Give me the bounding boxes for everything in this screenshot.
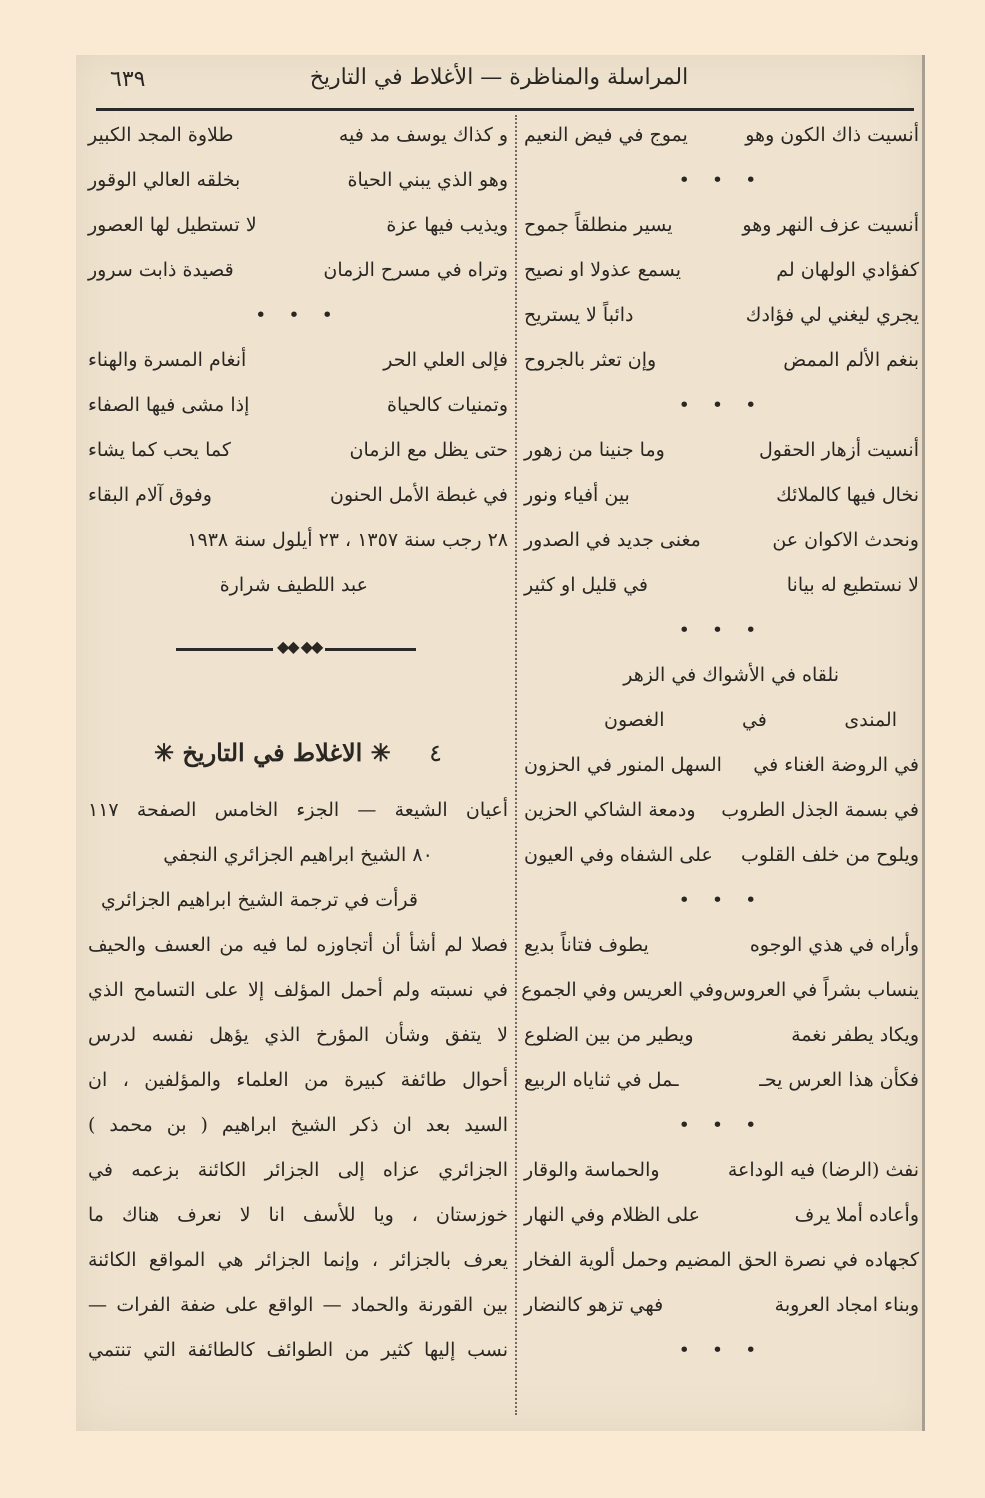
verse bbox=[524, 113, 919, 158]
hemistich: بخلقه العالي الوقور bbox=[88, 169, 241, 191]
hemistich: ويلوح من خلف القلوب bbox=[741, 844, 919, 866]
prose-line: أحوال طائفة كبيرة من العلماء والمؤلفين ، ان bbox=[88, 1069, 508, 1091]
verse bbox=[88, 158, 508, 203]
hemistich: فإلى العلي الحر bbox=[383, 349, 508, 371]
verse bbox=[524, 1058, 919, 1103]
section-number: ٤ bbox=[429, 739, 443, 767]
hemistich: أنسيت عزف النهر وهو bbox=[742, 214, 919, 236]
hemistich: نفث (الرضا) فيه الوداعة bbox=[727, 1159, 919, 1181]
author-name: عبد اللطيف شرارة bbox=[219, 574, 368, 596]
hemistich: وفي العريس وفي الجموع bbox=[521, 979, 724, 1001]
hemistich: على الشفاه وفي العيون bbox=[524, 844, 713, 866]
verse bbox=[524, 698, 919, 743]
reference-line: أعيان الشيعة — الجزء الخامس الصفحة ١١٧ bbox=[88, 799, 508, 821]
verse bbox=[524, 293, 919, 338]
section-dots: • • • bbox=[678, 169, 765, 191]
hemistich: دائباً لا يستريح bbox=[524, 304, 634, 326]
prose-line: السيد بعد ان ذكر الشيخ ابراهيم ( بن محمد ) bbox=[88, 1114, 508, 1136]
hemistich: وأراه في هذي الوجوه bbox=[749, 934, 919, 956]
section-dots: • • • bbox=[678, 619, 765, 641]
verse bbox=[524, 923, 919, 968]
header-rule bbox=[96, 108, 914, 111]
verse bbox=[524, 1148, 919, 1193]
page-number: ٦٣٩ bbox=[110, 67, 146, 92]
hemistich: يسمع عذولا او نصيح bbox=[524, 259, 681, 281]
section-dots: • • • bbox=[255, 304, 341, 326]
hemistich: أنسيت ذاك الكون وهو bbox=[745, 124, 919, 146]
hemistich: وإن تعثر بالجروح bbox=[524, 349, 657, 371]
section-heading bbox=[88, 718, 508, 788]
running-title: المراسلة والمناظرة — الأغلاط في التاريخ bbox=[309, 65, 689, 90]
hemistich: ـمل في ثناياه الربيع bbox=[524, 1069, 679, 1091]
left-column bbox=[88, 113, 508, 1373]
verse bbox=[524, 473, 919, 518]
verse bbox=[524, 338, 919, 383]
hemistich: ويطير من بين الضلوع bbox=[524, 1024, 694, 1046]
hemistich: أنسيت أزهار الحقول bbox=[759, 439, 919, 461]
page-header bbox=[76, 55, 922, 115]
hemistich: وتمنيات كالحياة bbox=[387, 394, 508, 416]
hemistich: فهي تزهو كالنضار bbox=[524, 1294, 664, 1316]
prose-line: الجزائري عزاه إلى الجزائر الكائنة بزعمه في bbox=[88, 1159, 508, 1181]
verse bbox=[88, 248, 508, 293]
hemistich: لا تستطيل لها العصور bbox=[88, 214, 257, 236]
verse bbox=[88, 428, 508, 473]
hemistich: ويذيب فيها عزة bbox=[386, 214, 508, 236]
prose-line: فصلا لم أشأ أن أتجاوزه لما فيه من العسف والحيف bbox=[88, 934, 508, 956]
prose-line: قرأت في ترجمة الشيخ ابراهيم الجزائري bbox=[100, 889, 418, 911]
hemistich: وفوق آلام البقاء bbox=[88, 484, 212, 506]
hemistich: قصيدة ذابت سرور bbox=[88, 259, 234, 281]
section-dots: • • • bbox=[678, 889, 765, 911]
verse bbox=[524, 1193, 919, 1238]
section-dots: • • • bbox=[678, 1339, 765, 1361]
hemistich: على الظلام وفي النهار bbox=[524, 1204, 700, 1226]
section-dots: • • • bbox=[678, 1114, 765, 1136]
hemistich: ودمعة الشاكي الحزين bbox=[524, 799, 696, 821]
entry-heading: ٨٠ الشيخ ابراهيم الجزائري النجفي bbox=[163, 844, 433, 866]
verse bbox=[88, 113, 508, 158]
hemistich: يطوف فتاناً بديع bbox=[524, 934, 649, 956]
date-line: ٢٨ رجب سنة ١٣٥٧ ، ٢٣ أيلول سنة ١٩٣٨ bbox=[187, 529, 508, 551]
hemistich: و كذاك يوسف مد فيه bbox=[338, 124, 508, 146]
section-divider-ornament bbox=[88, 608, 508, 698]
verse bbox=[524, 1013, 919, 1058]
ornament-glyph: ◆◆ ◆◆ bbox=[273, 636, 325, 658]
hemistich: نخال فيها كالملائك bbox=[776, 484, 919, 506]
right-column bbox=[521, 113, 919, 1373]
hemistich: يموج في فيض النعيم bbox=[524, 124, 688, 146]
hemistich: ويكاد يطفر نغمة bbox=[791, 1024, 919, 1046]
hemistich: فكأن هذا العرس يحـ bbox=[759, 1069, 919, 1091]
verse bbox=[524, 563, 919, 608]
hemistich: السهل المنور في الحزون bbox=[524, 754, 722, 776]
hemistich: مغنى جديد في الصدور bbox=[524, 529, 701, 551]
hemistich: كفؤادي الولهان لم bbox=[776, 259, 919, 281]
verse-intro: نلقاه في الأشواك في الزهر bbox=[623, 664, 839, 686]
hemistich: في قليل او كثير bbox=[524, 574, 648, 596]
verse bbox=[524, 428, 919, 473]
hemistich: بنغم الألم الممض bbox=[783, 349, 919, 371]
verse bbox=[524, 788, 919, 833]
verse bbox=[524, 203, 919, 248]
prose-line: يعرف بالجزائر ، وإنما الجزائر هي المواقع الكائنة bbox=[88, 1249, 509, 1271]
verse bbox=[88, 338, 508, 383]
hemistich: يسير منطلقاً جموح bbox=[524, 214, 673, 236]
prose-line: خوزستان ، ويا للأسف انا لا نعرف هناك ما bbox=[88, 1204, 508, 1226]
hemistich: أنغام المسرة والهناء bbox=[88, 349, 247, 371]
hemistich: كما يحب كما يشاء bbox=[88, 439, 231, 461]
hemistich: طلاوة المجد الكبير bbox=[88, 124, 234, 146]
hemistich: حتى يظل مع الزمان bbox=[349, 439, 508, 461]
verse bbox=[88, 203, 508, 248]
hemistich: يجري ليغني لي فؤادك bbox=[745, 304, 919, 326]
prose-line: في نسبته ولم أحمل المؤلف إلا على التسامح الذي bbox=[88, 979, 508, 1001]
verse bbox=[521, 968, 919, 1013]
hemistich: في الروضة الغناء في bbox=[753, 754, 919, 776]
hemistich: وبناء امجاد العروبة bbox=[774, 1294, 919, 1316]
hemistich: وما جنينا من زهور bbox=[524, 439, 665, 461]
hemistich: في بسمة الجذل الطروب bbox=[721, 799, 919, 821]
prose-line: لا يتفق وشأن المؤرخ الذي يؤهل نفسه لدرس bbox=[88, 1024, 508, 1046]
section-title: ✳ الاغلاط في التاريخ ✳ bbox=[153, 738, 391, 767]
verse bbox=[524, 248, 919, 293]
prose-line: بين القورنة والحماد — الواقع على ضفة الفرات — bbox=[88, 1294, 508, 1316]
hemistich: وتراه في مسرح الزمان bbox=[323, 259, 508, 281]
column-divider bbox=[515, 115, 517, 1415]
hemistich: والحماسة والوقار bbox=[524, 1159, 660, 1181]
verse bbox=[524, 743, 919, 788]
verse bbox=[88, 383, 508, 428]
verse bbox=[88, 473, 508, 518]
hemistich: المندى bbox=[844, 709, 897, 731]
verse bbox=[524, 1283, 919, 1328]
hemistich: الغصون bbox=[604, 709, 665, 731]
hemistich: في غبطة الأمل الحنون bbox=[330, 484, 508, 506]
hemistich: ينساب بشراً في العروس bbox=[723, 979, 919, 1001]
hemistich: ونحدث الاكوان عن bbox=[772, 529, 919, 551]
verse bbox=[524, 833, 919, 878]
hemistich: وهو الذي يبني الحياة bbox=[347, 169, 508, 191]
magazine-page bbox=[76, 55, 925, 1431]
hemistich: وأعاده أملا يرف bbox=[794, 1204, 919, 1226]
hemistich: لا نستطيع له بيانا bbox=[786, 574, 919, 596]
hemistich: إذا مشى فيها الصفاء bbox=[88, 394, 250, 416]
hemistich: في bbox=[741, 709, 767, 731]
hemistich: بين أفياء ونور bbox=[524, 484, 630, 506]
verse: كجهاده في نصرة الحق المضيم وحمل ألوية الفخار bbox=[524, 1249, 919, 1271]
prose-line: نسب إليها كثير من الطوائف كالطائفة التي تنتمي bbox=[88, 1339, 508, 1361]
section-dots: • • • bbox=[678, 394, 765, 416]
verse bbox=[524, 518, 919, 563]
